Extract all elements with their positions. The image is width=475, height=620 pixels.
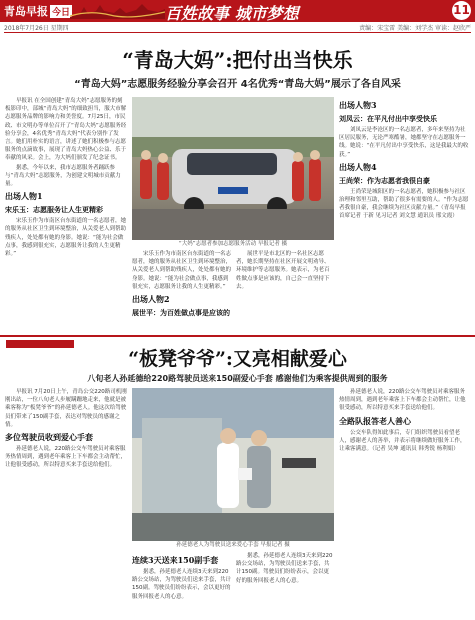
story2-section3-title: 全路队报答老人善心	[339, 415, 411, 426]
story2-section2-cont: 据悉，孙延德老人连续3天来到220路公交场站，为驾驶员们送来手套，共计150副。驾驶员们纷纷表示，会以更好的服务回报老人的心意。	[236, 553, 333, 584]
story1-section4-title: 出场人物4	[339, 161, 377, 172]
tag-box: 今日	[50, 5, 72, 18]
story1-section4-name: 王尚荣：作为志愿者我很自豪	[339, 175, 430, 185]
story1-section3-title: 出场人物3	[339, 100, 377, 110]
story2-section1-text: 孙延德老人说，220路公交车驾驶员对乘客服务热情周到，遇到老年乘客上下车都会主动帮忙，让他很受感动，所以特意买来手套送给他们。	[5, 446, 127, 469]
section-title: 百姓故事 城市梦想	[165, 4, 299, 23]
story1-subhead: “青岛大妈”志愿服务经验分享会召开 4名优秀“青岛大妈”展示了各自风采	[74, 79, 401, 90]
date-line	[4, 23, 471, 33]
story1-photo	[132, 97, 334, 240]
story2-subhead: 八旬老人孙延德给220路驾驶员送来150副爱心手套 感谢他们为乘客提供周到的服务	[87, 374, 388, 383]
story1-intro2: 据悉，今年以来，我市志愿服务者踊跃参与“青岛大妈”志愿服务，为创建文明城市贡献力量。	[5, 164, 121, 188]
story2-section2-text: 据悉，孙延德老人连续3天来到220路公交场站，为驾驶员们送来手套，共计150副。驾驶员们纷纷表示，会以更好的服务回报老人的心意。	[132, 569, 232, 600]
story1-section4-text: 王尚荣是城阳区的一名志愿者，她积极参与社区治理和邻里互助，帮助了很多有需要的人。“作为志愿者我很自豪，我会继续为社区贡献力量。”（青岛早报 首席记者 于新 见习记者 刘文慧 通讯员 邢文霞）	[339, 188, 469, 220]
story2-section2-title: 连续3天送来150副手套	[132, 555, 219, 565]
story2-headline: “板凳爷爷”:又亮相献爱心	[128, 348, 347, 370]
editor-credits: 责编：宋宝雷 美编：刘学杰 审读：赵欣严	[359, 25, 471, 32]
story1-section1-text: 宋乐玉作为市南区台东街道的一名志愿者，她的服务从社区卫生到环境整治，从关爱老人到帮助残疾人，处处都有她的身影。她说：“能为社会做点事，我感到很充实，志愿服务让我的人生更精彩。”	[5, 218, 127, 258]
story1-col4	[339, 97, 470, 332]
story1-section3-text: 刘凤云是李沧区的一名志愿者，多年来坚持为社区居民服务，无论严寒酷暑，她都坚守在志愿服务一线。她说：“在平凡付出中享受快乐，这是我最大的收获。”	[339, 127, 469, 158]
story2-caption: 孙延德老人为驾驶员送来爱心手套 早报记者 摄	[176, 542, 290, 548]
story1-section1-cont: 宋乐玉作为市南区台东街道的一名志愿者，她的服务从社区卫生到环境整治，从关爱老人到帮助残疾人，处处都有她的身影。她说：“能为社会做点事，我感到很充实，志愿服务让我的人生更精彩。”	[132, 251, 232, 290]
story1-col1	[5, 97, 127, 332]
issue-date: 2018年7月26日 星期四	[4, 25, 69, 32]
story1-section2-text: 展世平是市北区的一名社区志愿者，她长期坚持在社区开展文明劝导、环境维护等志愿服务。她表示，为老百姓做点事是应该的，自己会一直坚持下去。	[236, 251, 330, 290]
story2-col4-text: 孙延德老人说，220路公交车驾驶员对乘客服务热情周到，遇到老年乘客上下车都会主动帮忙，让他很受感动，所以特意买来手套送给他们。	[339, 389, 466, 412]
story1-col3	[236, 250, 334, 332]
story2-col4	[339, 388, 470, 616]
story2-section1-title: 多位驾驶员收到爱心手套	[5, 432, 93, 443]
story1-section1-title: 出场人物1	[5, 191, 43, 202]
volunteers-car-illustration	[132, 97, 334, 240]
page-number: 11	[452, 1, 471, 20]
skyline-decoration	[70, 2, 165, 19]
story2-col2	[132, 552, 232, 616]
paper-logo: 青岛早报 今日	[4, 5, 71, 18]
story1-section2-title: 出场人物2	[132, 294, 170, 305]
story1-section1-name: 宋乐玉：志愿服务让人生更精彩	[5, 205, 103, 215]
story2-col1	[5, 388, 127, 616]
story1-section3-name: 刘凤云：在平凡付出中享受快乐	[339, 114, 437, 123]
story2-section3-text: 公交车队得知此事后，专门组织驾驶员看望老人，感谢老人的善举，并表示将继续做好服务工作，让乘客满意。（记者 吴坤 通讯员 韩秀锐 杨利娟）	[339, 429, 466, 453]
story2-col3	[236, 552, 334, 616]
masthead-bar	[0, 0, 475, 22]
story-divider	[0, 335, 475, 337]
story1-intro: 早报讯 在全国创建“青岛大妈”志愿服务的刻板影印中，部城“青岛大妈”的细致担当，服大市解志愿服务品牌的影响力和美誉度。7月25日，市民政、市文明办等单位召开了“青岛大妈”志愿服务经验分享会，4名优秀“青岛大妈”代表分别作了发言。她们用朴实的语言，讲述了她们积极参与志愿服务的点滴故事，展现了青岛大妈热心公益、乐于奉献的风采。会上，为大妈们颁发了纪念证书。	[5, 98, 127, 162]
story2-intro: 早报讯 7月20日上午，青岛公交220路司机刚刚出站，一位八旬老人步履蹒跚地走来，他就是被乘客称为“板凳爷爷”的孙延德老人。他这次给驾驶员们带来了150副手套，表达对驾驶员的感谢之情。	[5, 389, 127, 428]
story1-section2-name: 展世平：为百姓做点事是应该的	[132, 308, 230, 318]
bus-driver-illustration	[132, 388, 334, 541]
story1-caption: “大妈”志愿者参加志愿服务活动 早报记者 摄	[178, 241, 288, 247]
story2-photo	[132, 388, 334, 541]
story1-headline: “青岛大妈”:把付出当快乐	[122, 48, 353, 72]
story1-col2	[132, 250, 232, 332]
